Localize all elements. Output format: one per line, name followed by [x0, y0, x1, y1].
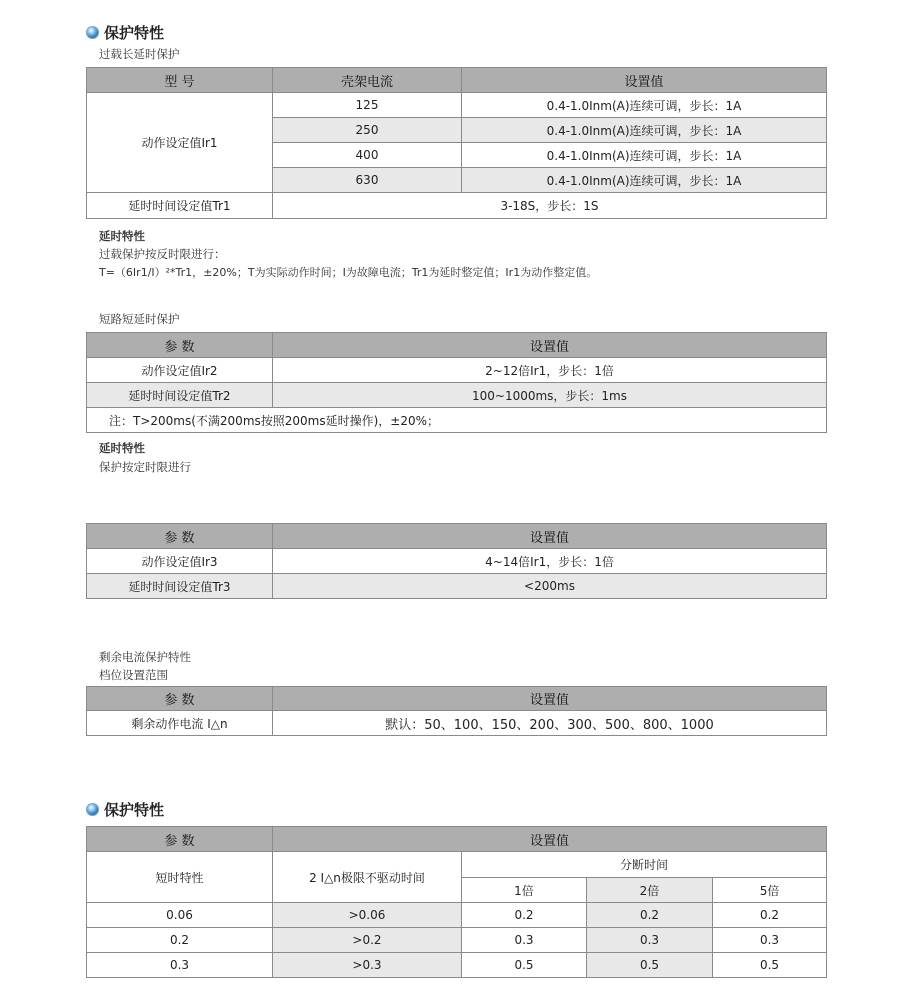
subtitle: 过载长延时保护	[99, 47, 180, 61]
param-cell: 动作设定值Ir3	[87, 549, 273, 574]
overload-table	[86, 67, 827, 219]
value-cell: 0.4-1.0Inm(A)连续可调，步长：1A	[462, 93, 827, 118]
delay-line2: T=（6Ir1/I）²*Tr1，±20%；T为实际动作时间；I为故障电流；Tr1为延时整定值；Ir1为动作整定值。	[99, 266, 598, 279]
m2-cell: 0.3	[587, 928, 713, 953]
header-setting: 设置值	[273, 687, 827, 711]
header-setting: 设置值	[273, 827, 827, 852]
delay-title: 延时特性	[99, 229, 145, 243]
nodrive-cell: >0.2	[273, 928, 462, 953]
header-model: 型 号	[87, 68, 273, 93]
protection-table	[86, 826, 827, 978]
value-cell: 4~14倍Ir1，步长：1倍	[273, 549, 827, 574]
subtitle: 短路短延时保护	[99, 312, 180, 326]
short-time-header: 短时特性	[87, 852, 273, 903]
m1-cell: 0.5	[462, 953, 587, 978]
m1-cell: 0.3	[462, 928, 587, 953]
multiple-5: 5倍	[713, 878, 827, 903]
m2-cell: 0.2	[587, 903, 713, 928]
value-cell: 100~1000ms，步长：1ms	[273, 383, 827, 408]
param-cell: 延时时间设定值Tr2	[87, 383, 273, 408]
bullet-icon	[86, 803, 99, 816]
header-setting: 设置值	[273, 524, 827, 549]
m5-cell: 0.3	[713, 928, 827, 953]
header-setting: 设置值	[462, 68, 827, 93]
m2-cell: 0.5	[587, 953, 713, 978]
value-cell: 2~12倍Ir1，步长：1倍	[273, 358, 827, 383]
m5-cell: 0.5	[713, 953, 827, 978]
header-param: 参 数	[87, 687, 273, 711]
frame-cell: 125	[273, 93, 462, 118]
nodrive-cell: >0.06	[273, 903, 462, 928]
short-cell: 0.2	[87, 928, 273, 953]
delay-value: 3-18S，步长：1S	[273, 193, 827, 219]
value-cell: 0.4-1.0Inm(A)连续可调，步长：1A	[462, 118, 827, 143]
delay-title: 延时特性	[99, 441, 145, 455]
short-circuit-table	[86, 332, 827, 433]
short-cell: 0.3	[87, 953, 273, 978]
delay-label: 延时时间设定值Tr1	[87, 193, 273, 219]
param-cell: 延时时间设定值Tr3	[87, 574, 273, 599]
header-param: 参 数	[87, 333, 273, 358]
param-cell: 剩余动作电流 I△n	[87, 711, 273, 736]
frame-cell: 400	[273, 143, 462, 168]
no-drive-header: 2 I△n极限不驱动时间	[273, 852, 462, 903]
frame-cell: 250	[273, 118, 462, 143]
short-cell: 0.06	[87, 903, 273, 928]
section-title-text: 保护特性	[104, 24, 165, 42]
instant-table	[86, 523, 827, 599]
multiple-1: 1倍	[462, 878, 587, 903]
frame-cell: 630	[273, 168, 462, 193]
subtitle: 剩余电流保护特性	[99, 650, 191, 664]
m1-cell: 0.2	[462, 903, 587, 928]
row-label-ir1: 动作设定值Ir1	[87, 93, 273, 193]
value-cell: 默认：50、100、150、200、300、500、800、1000	[273, 711, 827, 736]
value-cell: 0.4-1.0Inm(A)连续可调，步长：1A	[462, 143, 827, 168]
m5-cell: 0.2	[713, 903, 827, 928]
note-cell: 注：T>200ms(不满200ms按照200ms延时操作)，±20%；	[87, 408, 827, 433]
subtitle-2: 档位设置范围	[99, 668, 168, 682]
nodrive-cell: >0.3	[273, 953, 462, 978]
section-title-text: 保护特性	[104, 801, 165, 819]
residual-table	[86, 686, 827, 736]
section-title	[86, 799, 164, 820]
header-param: 参 数	[87, 524, 273, 549]
section-title	[86, 22, 164, 43]
bullet-icon	[86, 26, 99, 39]
delay-line1: 过载保护按反时限进行：	[99, 247, 226, 261]
header-param: 参 数	[87, 827, 273, 852]
break-time-header: 分断时间	[462, 852, 827, 878]
delay-line: 保护按定时限进行	[99, 460, 191, 474]
multiple-2: 2倍	[587, 878, 713, 903]
value-cell: 0.4-1.0Inm(A)连续可调，步长：1A	[462, 168, 827, 193]
param-cell: 动作设定值Ir2	[87, 358, 273, 383]
header-frame: 壳架电流	[273, 68, 462, 93]
header-setting: 设置值	[273, 333, 827, 358]
value-cell: <200ms	[273, 574, 827, 599]
